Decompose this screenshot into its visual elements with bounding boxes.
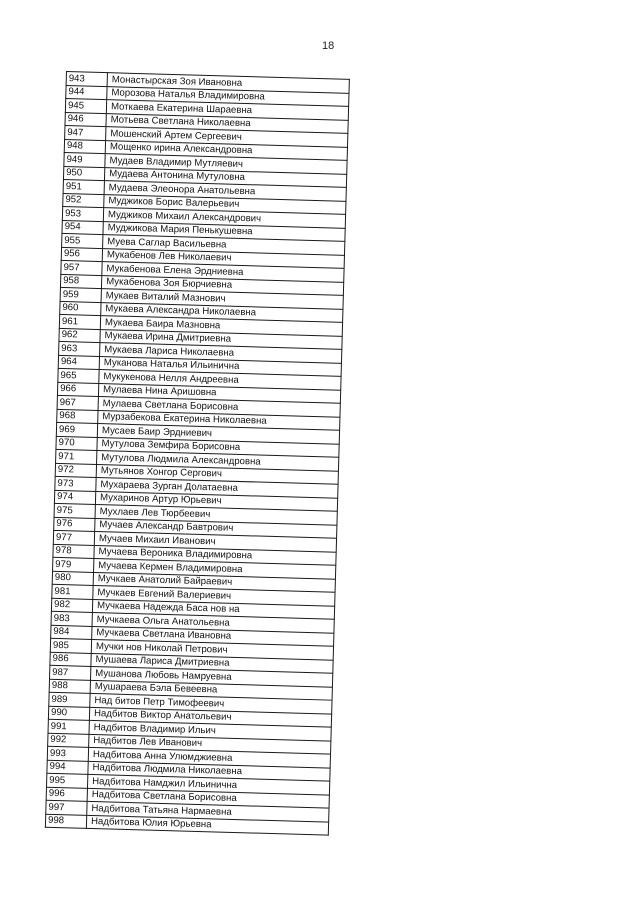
row-number: 967 xyxy=(57,395,98,410)
person-name: Надбитова Юлия Юрьевна xyxy=(86,815,328,835)
person-name: Муджикова Мария Пенькушевна xyxy=(103,221,345,241)
row-number: 984 xyxy=(51,625,92,640)
row-number: 954 xyxy=(62,220,103,235)
person-name: Мушаева Лариса Дмитриевна xyxy=(91,653,333,673)
person-name: Надбитова Татьяна Нармаевна xyxy=(87,801,329,821)
row-number: 963 xyxy=(59,341,100,356)
person-name: Мучки нов Николай Петрович xyxy=(91,639,333,659)
person-name: Мудаева Элеонора Анатольевна xyxy=(104,181,346,201)
row-number: 968 xyxy=(57,409,98,424)
row-number: 977 xyxy=(53,530,94,545)
person-name: Мучаева Вероника Владимировна xyxy=(94,545,336,565)
person-name: Мукабенов Лев Николаевич xyxy=(102,248,344,268)
person-name: Мутьянов Хонгор Сергович xyxy=(96,464,338,484)
person-name: Надбитова Намджил Ильинична xyxy=(87,774,329,794)
person-name: Мулаева Нина Аришовна xyxy=(98,383,340,403)
row-number: 989 xyxy=(49,692,90,707)
person-name: Мошенский Артем Сергеевич xyxy=(106,127,348,147)
row-number: 993 xyxy=(47,746,88,761)
person-name: Мучаева Кермен Владимировна xyxy=(94,558,336,578)
person-name: Мучаев Михаил Иванович xyxy=(94,531,336,551)
row-number: 953 xyxy=(62,206,103,221)
row-number: 974 xyxy=(54,490,95,505)
person-name: Мучкаев Евгений Валериевич xyxy=(93,585,335,605)
row-number: 983 xyxy=(51,611,92,626)
person-name: Мукаева Александра Николаевна xyxy=(101,302,343,322)
row-number: 982 xyxy=(51,598,92,613)
person-name: Мощенко ирина Александровна xyxy=(105,140,347,160)
row-number: 952 xyxy=(63,193,104,208)
person-name: Монастырская Зоя Ивановна xyxy=(107,73,349,93)
row-number: 994 xyxy=(47,760,88,775)
row-number: 959 xyxy=(60,287,101,302)
person-name: Мучкаева Светлана Ивановна xyxy=(92,626,334,646)
row-number: 965 xyxy=(58,368,99,383)
page-number: 18 xyxy=(322,40,335,52)
row-number: 948 xyxy=(64,139,105,154)
row-number: 990 xyxy=(48,706,89,721)
person-name: Над битов Петр Тимофеевич xyxy=(90,693,332,713)
person-name: Надбитов Владимир Ильич xyxy=(89,720,331,740)
person-name: Мукабенова Зоя Бюрчиевна xyxy=(101,275,343,295)
row-number: 957 xyxy=(61,260,102,275)
person-name: Муджиков Борис Валерьевич xyxy=(104,194,346,214)
name-registry xyxy=(45,71,350,836)
person-name: Мусаев Баир Эрдниевич xyxy=(97,424,339,444)
table-body xyxy=(45,72,349,836)
person-name: Надбитова Людмила Николаевна xyxy=(88,761,330,781)
person-name: Мушанова Любовь Намруевна xyxy=(91,666,333,686)
person-name: Мушараева Бэла Бевеевна xyxy=(90,680,332,700)
person-name: Мучкаева Ольга Анатольевна xyxy=(92,612,334,632)
person-name: Надбитов Лев Иванович xyxy=(89,734,331,754)
person-name: Мотьева Светлана Николаевна xyxy=(106,113,348,133)
row-number: 961 xyxy=(59,314,100,329)
row-number: 976 xyxy=(54,517,95,532)
person-name: Надбитова Анна Улюмджиевна xyxy=(88,747,330,767)
person-name: Мукаева Баира Мазновна xyxy=(100,316,342,336)
row-number: 998 xyxy=(45,814,86,829)
row-number: 960 xyxy=(60,301,101,316)
row-number: 955 xyxy=(62,233,103,248)
row-number: 979 xyxy=(53,557,94,572)
name-table xyxy=(45,71,350,836)
row-number: 969 xyxy=(56,422,97,437)
row-number: 996 xyxy=(46,787,87,802)
row-number: 971 xyxy=(56,449,97,464)
person-name: Муджиков Михаил Александрович xyxy=(103,208,345,228)
person-name: Мухаринов Артур Юрьевич xyxy=(95,491,337,511)
row-number: 975 xyxy=(54,503,95,518)
person-name: Мухараева Зурган Долатаевна xyxy=(96,478,338,498)
row-number: 944 xyxy=(66,85,107,100)
row-number: 992 xyxy=(48,733,89,748)
person-name: Мукаев Виталий Мазнович xyxy=(101,289,343,309)
person-name: Мутулова Земфира Борисовна xyxy=(97,437,339,457)
person-name: Мухлаев Лев Тюрбеевич xyxy=(95,504,337,524)
person-name: Мучкаев Анатолий Байраевич xyxy=(93,572,335,592)
person-name: Мучаев Александр Бавтрович xyxy=(95,518,337,538)
row-number: 951 xyxy=(63,179,104,194)
row-number: 966 xyxy=(57,382,98,397)
row-number: 964 xyxy=(58,355,99,370)
person-name: Мудаева Антонина Мутуловна xyxy=(104,167,346,187)
row-number: 985 xyxy=(50,638,91,653)
row-number: 980 xyxy=(52,571,93,586)
person-name: Мукаева Ирина Дмитриевна xyxy=(100,329,342,349)
row-number: 947 xyxy=(65,125,106,140)
person-name: Мулаева Светлана Борисовна xyxy=(98,397,340,417)
row-number: 949 xyxy=(64,152,105,167)
row-number: 991 xyxy=(48,719,89,734)
row-number: 978 xyxy=(53,544,94,559)
row-number: 970 xyxy=(56,436,97,451)
person-name: Муева Саглар Васильевна xyxy=(103,235,345,255)
person-name: Мукаева Лариса Николаевна xyxy=(100,343,342,363)
row-number: 981 xyxy=(52,584,93,599)
row-number: 958 xyxy=(60,274,101,289)
person-name: Моткаева Екатерина Шараевна xyxy=(106,100,348,120)
row-number: 943 xyxy=(66,72,107,87)
person-name: Надбитов Виктор Анатольевич xyxy=(89,707,331,727)
row-number: 987 xyxy=(50,665,91,680)
row-number: 973 xyxy=(55,476,96,491)
person-name: Морозова Наталья Владимировна xyxy=(107,86,349,106)
row-number: 956 xyxy=(61,247,102,262)
person-name: Мукабенова Елена Эрдниевна xyxy=(102,262,344,282)
row-number: 946 xyxy=(65,112,106,127)
row-number: 972 xyxy=(55,463,96,478)
person-name: Мучкаева Надежда Баса нов на xyxy=(92,599,334,619)
row-number: 997 xyxy=(46,800,87,815)
person-name: Надбитова Светлана Борисовна xyxy=(87,788,329,808)
row-number: 962 xyxy=(59,328,100,343)
person-name: Мурзабекова Екатерина Николаевна xyxy=(98,410,340,430)
row-number: 988 xyxy=(49,679,90,694)
row-number: 986 xyxy=(50,652,91,667)
row-number: 995 xyxy=(47,773,88,788)
person-name: Мукукенова Нелля Андреевна xyxy=(99,370,341,390)
row-number: 950 xyxy=(63,166,104,181)
row-number: 945 xyxy=(65,99,106,114)
person-name: Мутулова Людмила Александровна xyxy=(97,451,339,471)
person-name: Мудаев Владимир Мутляевич xyxy=(105,154,347,174)
person-name: Муканова Наталья Ильинична xyxy=(99,356,341,376)
